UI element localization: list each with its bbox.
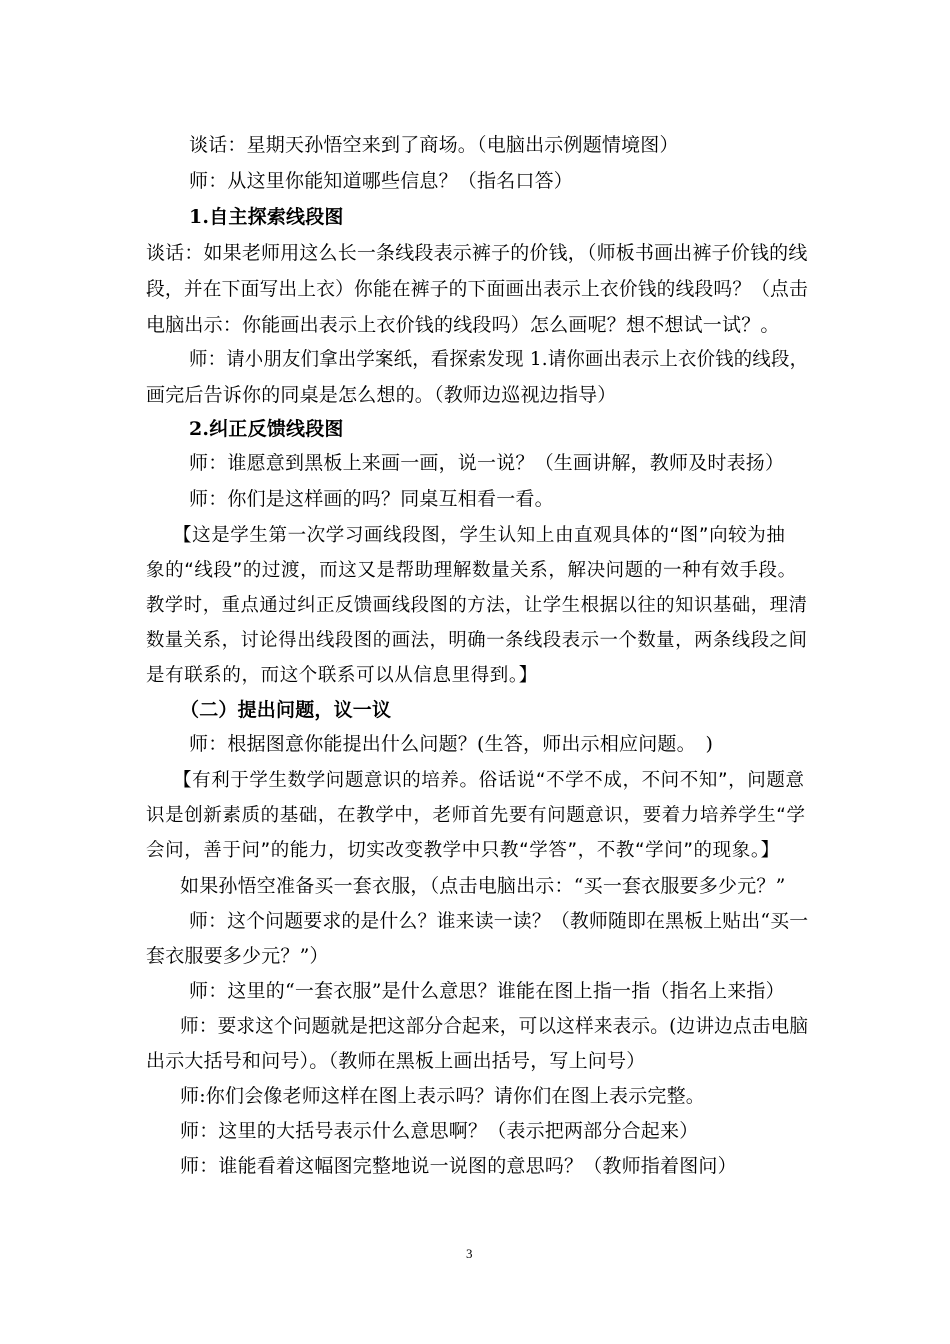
text-line: 师：这里的“一套衣服”是什么意思？谁能在图上指一指（指名上来指）	[189, 980, 785, 1002]
text-line: 出示大括号和问号）。（教师在黑板上画出括号，写上问号）	[146, 1050, 646, 1072]
text-line: 段，并在下面写出上衣）你能在裤子的下面画出表示上衣价钱的线段吗？（点击	[146, 278, 809, 300]
commentary-line: 数量关系，讨论得出线段图的画法，明确一条线段表示一个数量，两条线段之间	[146, 630, 808, 651]
commentary-line: 教学时，重点通过纠正反馈画线段图的方法，让学生根据以往的知识基础，理清	[146, 595, 808, 616]
commentary-line: 象的“线段”的过渡，而这又是帮助理解数量关系，解决问题的一种有效手段。	[146, 560, 797, 581]
text-line: 师：根据图意你能提出什么问题？(生答，师出示相应问题。 )	[189, 733, 714, 755]
section-heading: 2.纠正反馈线段图	[189, 418, 344, 440]
text-line: 如果孙悟空准备买一套衣服，（点击电脑出示：“买一套衣服要多少元？”	[180, 875, 786, 897]
text-line: 画完后告诉你的同桌是怎么想的。（教师边巡视边指导）	[146, 384, 617, 406]
text-line: 师：谁能看着这幅图完整地说一说图的意思吗？（教师指着图问）	[180, 1155, 737, 1177]
commentary-line: 识是创新素质的基础，在教学中，老师首先要有问题意识，要着力培养学生“学	[146, 805, 806, 826]
commentary-line: 【有利于学生数学问题意识的培养。俗话说“不学不成，不问不知”，问题意	[173, 770, 805, 791]
text-line: 师：请小朋友们拿出学案纸，看探索发现 1.请你画出表示上衣价钱的线段，	[189, 348, 809, 370]
text-line: 师：从这里你能知道哪些信息？（指名口答）	[189, 170, 574, 192]
page-number: 3	[466, 1246, 473, 1261]
commentary-line: 会问，善于问”的能力，切实改变教学中只教“学答”，不教“学问”的现象。】	[146, 840, 780, 861]
commentary-line: 【这是学生第一次学习画线段图，学生认知上由直观具体的“图”向较为抽	[173, 525, 786, 546]
text-line: 师：这个问题要求的是什么？谁来读一读？（教师随即在黑板上贴出“买一	[189, 910, 809, 932]
text-line: 师:你们会像老师这样在图上表示吗？请你们在图上表示完整。	[180, 1085, 706, 1107]
section-heading: （二）提出问题，议一议	[180, 699, 392, 721]
text-line: 电脑出示：你能画出表示上衣价钱的线段吗）怎么画呢？想不想试一试？。	[146, 314, 780, 336]
text-line: 师：谁愿意到黑板上来画一画，说一说？（生画讲解，教师及时表扬）	[189, 452, 785, 474]
text-line: 套衣服要多少元？”）	[146, 945, 329, 967]
text-line: 谈话：如果老师用这么长一条线段表示裤子的价钱，（师板书画出裤子价钱的线	[146, 242, 808, 264]
text-line: 师：这里的大括号表示什么意思啊？（表示把两部分合起来）	[180, 1120, 699, 1142]
text-line: 谈话：星期天孙悟空来到了商场。（电脑出示例题情境图）	[189, 134, 679, 156]
text-line: 师：你们是这样画的吗？同桌互相看一看。	[189, 488, 554, 510]
commentary-line: 是有联系的，而这个联系可以从信息里得到。】	[146, 665, 538, 686]
text-line: 师：要求这个问题就是把这部分合起来，可以这样来表示。(边讲边点击电脑	[180, 1015, 809, 1037]
section-heading: 1.自主探索线段图	[189, 206, 344, 228]
